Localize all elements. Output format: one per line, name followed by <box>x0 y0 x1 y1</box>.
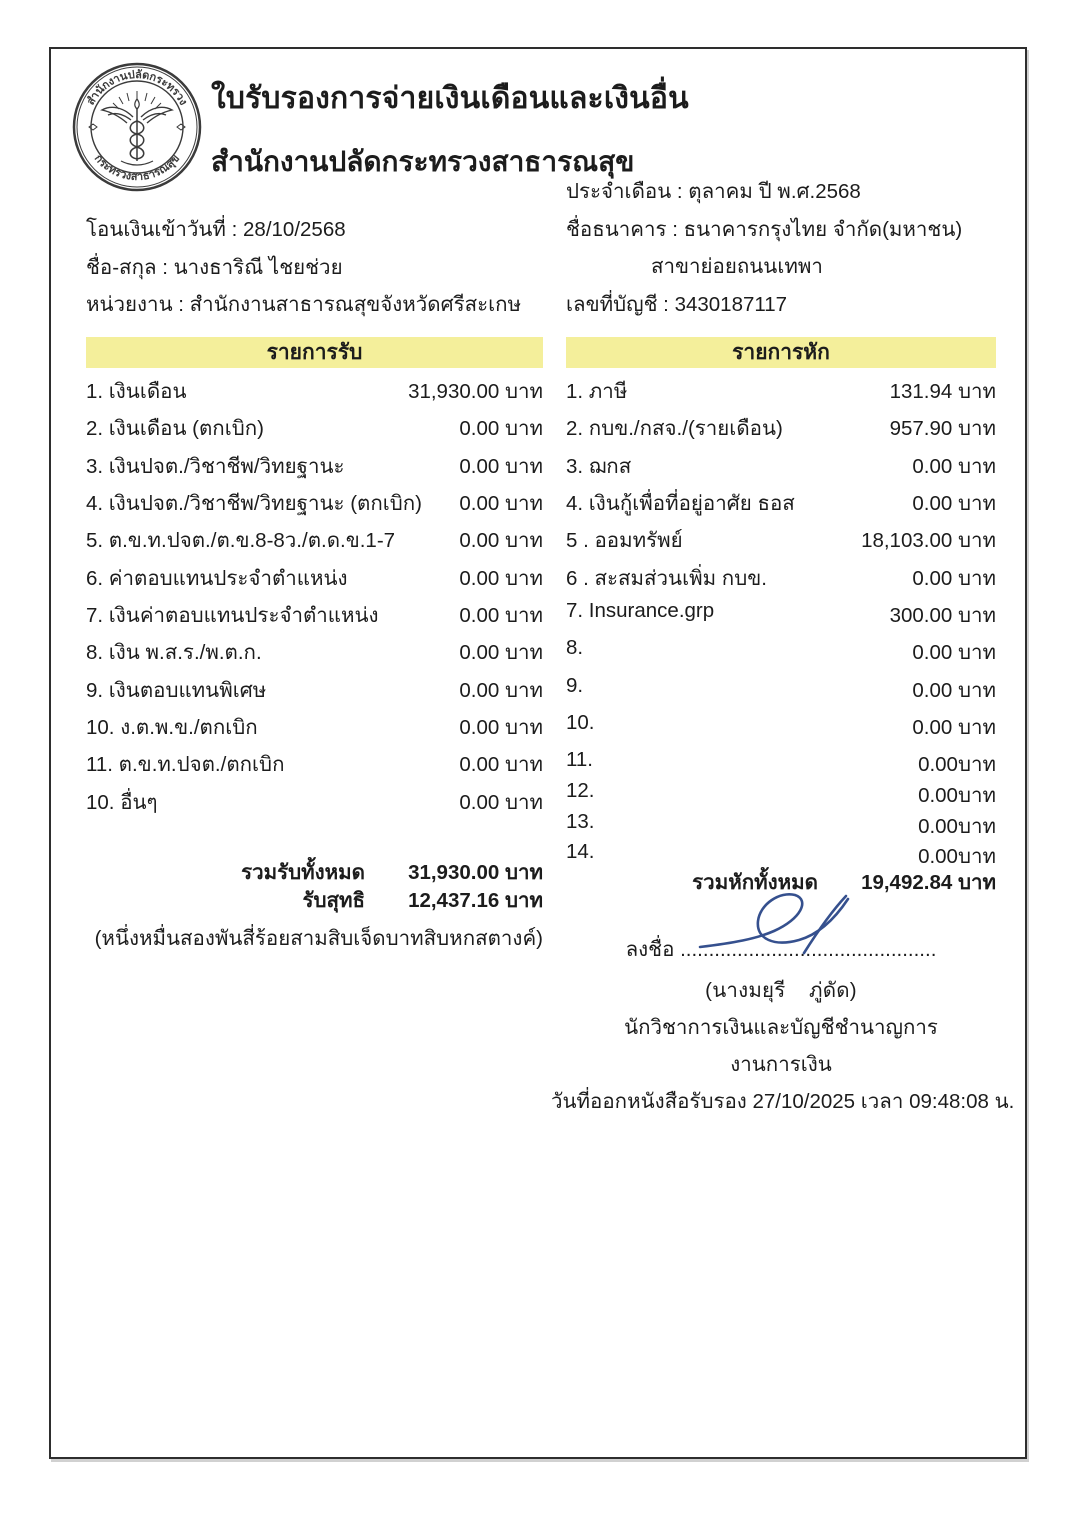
transfer-date-line: โอนเงินเข้าวันที่ : 28/10/2568 <box>86 218 346 241</box>
ministry-of-public-health-seal <box>71 61 203 193</box>
deduction-row: 11. 0.00บาท <box>566 748 996 777</box>
deduction-row: 12. 0.00บาท <box>566 779 996 808</box>
income-row: 3. เงินปจต./วิชาชีพ/วิทยฐานะ 0.00 บาท <box>86 454 543 478</box>
net-pay-row: รับสุทธิ 12,437.16 บาท <box>302 889 543 912</box>
deduction-row: 4. เงินกู้เพื่อที่อยู่อาศัย ธอส 0.00 บาท <box>566 492 996 516</box>
income-total-row: รวมรับทั้งหมด 31,930.00 บาท <box>241 861 543 884</box>
sign-label: ลงชื่อ <box>625 938 675 961</box>
deduction-total-row: รวมหักทั้งหมด 19,492.84 บาท <box>692 871 996 894</box>
deduction-row: 2. กบข./กสจ./(รายเดือน) 957.90 บาท <box>566 417 996 441</box>
account-number-line: เลขที่บัญชี : 3430187117 <box>566 292 788 316</box>
signer-position: นักวิชาการเงินและบัญชีชำนาญการ <box>624 1016 938 1039</box>
seal-bottom-text: กระทรวงสาธารณสุข <box>91 152 183 184</box>
deduction-row: 5 . ออมทรัพย์ 18,103.00 บาท <box>566 529 996 553</box>
income-row: 8. เงิน พ.ส.ร./พ.ต.ก. 0.00 บาท <box>86 641 543 665</box>
deduction-row: 13. 0.00บาท <box>566 809 996 838</box>
deduction-row: 1. ภาษี 131.94 บาท <box>566 380 996 403</box>
income-row: 10. อื่นๆ 0.00 บาท <box>86 790 543 814</box>
sign-line <box>626 931 937 968</box>
deduction-row: 14. 0.00บาท <box>566 840 996 869</box>
income-row: 2. เงินเดือน (ตกเบิก) 0.00 บาท <box>86 417 543 441</box>
deduction-list <box>566 375 996 871</box>
income-row: 7. เงินค่าตอบแทนประจำตำแหน่ง 0.00 บาท <box>86 604 543 628</box>
income-row: 6. ค่าตอบแทนประจำตำแหน่ง 0.00 บาท <box>86 566 543 590</box>
income-row: 11. ต.ข.ท.ปจต./ตกเบิก 0.00 บาท <box>86 753 543 777</box>
deduction-section-header: รายการหัก <box>566 337 996 368</box>
period-line: ประจำเดือน : ตุลาคม ปี พ.ศ.2568 <box>566 180 861 203</box>
employee-name-line: ชื่อ-สกุล : นางธาริณี ไชยช่วย <box>86 255 343 279</box>
income-list <box>86 375 543 823</box>
document-title: ใบรับรองการจ่ายเงินเดือนและเงินอื่น <box>211 82 689 115</box>
income-section-header: รายการรับ <box>86 337 543 368</box>
bank-name-line: ชื่อธนาคาร : ธนาคารกรุงไทย จำกัด(มหาชน) <box>566 217 963 241</box>
issue-date-line: วันที่ออกหนังสือรับรอง 27/10/2025 เวลา 09:48:08 น. <box>551 1090 1015 1113</box>
seal-top-text: สำนักงานปลัดกระทรวง <box>84 68 190 108</box>
svg-text:สำนักงานปลัดกระทรวง <box>84 68 189 107</box>
employee-info-block <box>86 211 521 324</box>
signer-unit: งานการเงิน <box>730 1053 832 1076</box>
signer-name: (นางมยุรี ภู่ดัด) <box>705 979 857 1002</box>
document-subtitle: สำนักงานปลัดกระทรวงสาธารณสุข <box>211 146 635 177</box>
deduction-totals <box>566 869 996 897</box>
bank-branch-line: สาขาย่อยถนนเทพา <box>651 255 823 278</box>
income-row: 4. เงินปจต./วิชาชีพ/วิทยฐานะ (ตกเบิก) 0.00 บาท <box>86 492 543 516</box>
sign-dots: ............................................. <box>680 938 937 961</box>
department-line: หน่วยงาน : สำนักงานสาธารณสุขจังหวัดศรีสะเกษ <box>86 293 522 316</box>
income-row: 1. เงินเดือน 31,930.00 บาท <box>86 380 543 403</box>
bank-info-block <box>566 173 962 323</box>
income-row: 10. ง.ต.พ.ข./ตกเบิก 0.00 บาท <box>86 716 543 740</box>
deduction-row: 9. 0.00 บาท <box>566 673 996 702</box>
income-row: 9. เงินตอบแทนพิเศษ 0.00 บาท <box>86 678 543 702</box>
certificate-page <box>49 47 1027 1459</box>
deduction-row: 8. 0.00 บาท <box>566 636 996 665</box>
deduction-row: 7. Insurance.grp 300.00 บาท <box>566 599 996 628</box>
income-totals <box>86 859 543 955</box>
income-row: 5. ต.ข.ท.ปจต./ต.ข.8-8ว./ต.ด.ข.1-7 0.00 บาท <box>86 529 543 553</box>
deduction-row: 6 . สะสมส่วนเพิ่ม กบข. 0.00 บาท <box>566 566 996 590</box>
amount-in-words: (หนึ่งหมื่นสองพันสี่ร้อยสามสิบเจ็ดบาทสิบหกสตางค์) <box>94 927 543 950</box>
deduction-row: 10. 0.00 บาท <box>566 711 996 740</box>
deduction-row: 3. ฌกส 0.00 บาท <box>566 454 996 478</box>
header-titles <box>211 75 689 184</box>
signature-block <box>551 931 1015 1120</box>
